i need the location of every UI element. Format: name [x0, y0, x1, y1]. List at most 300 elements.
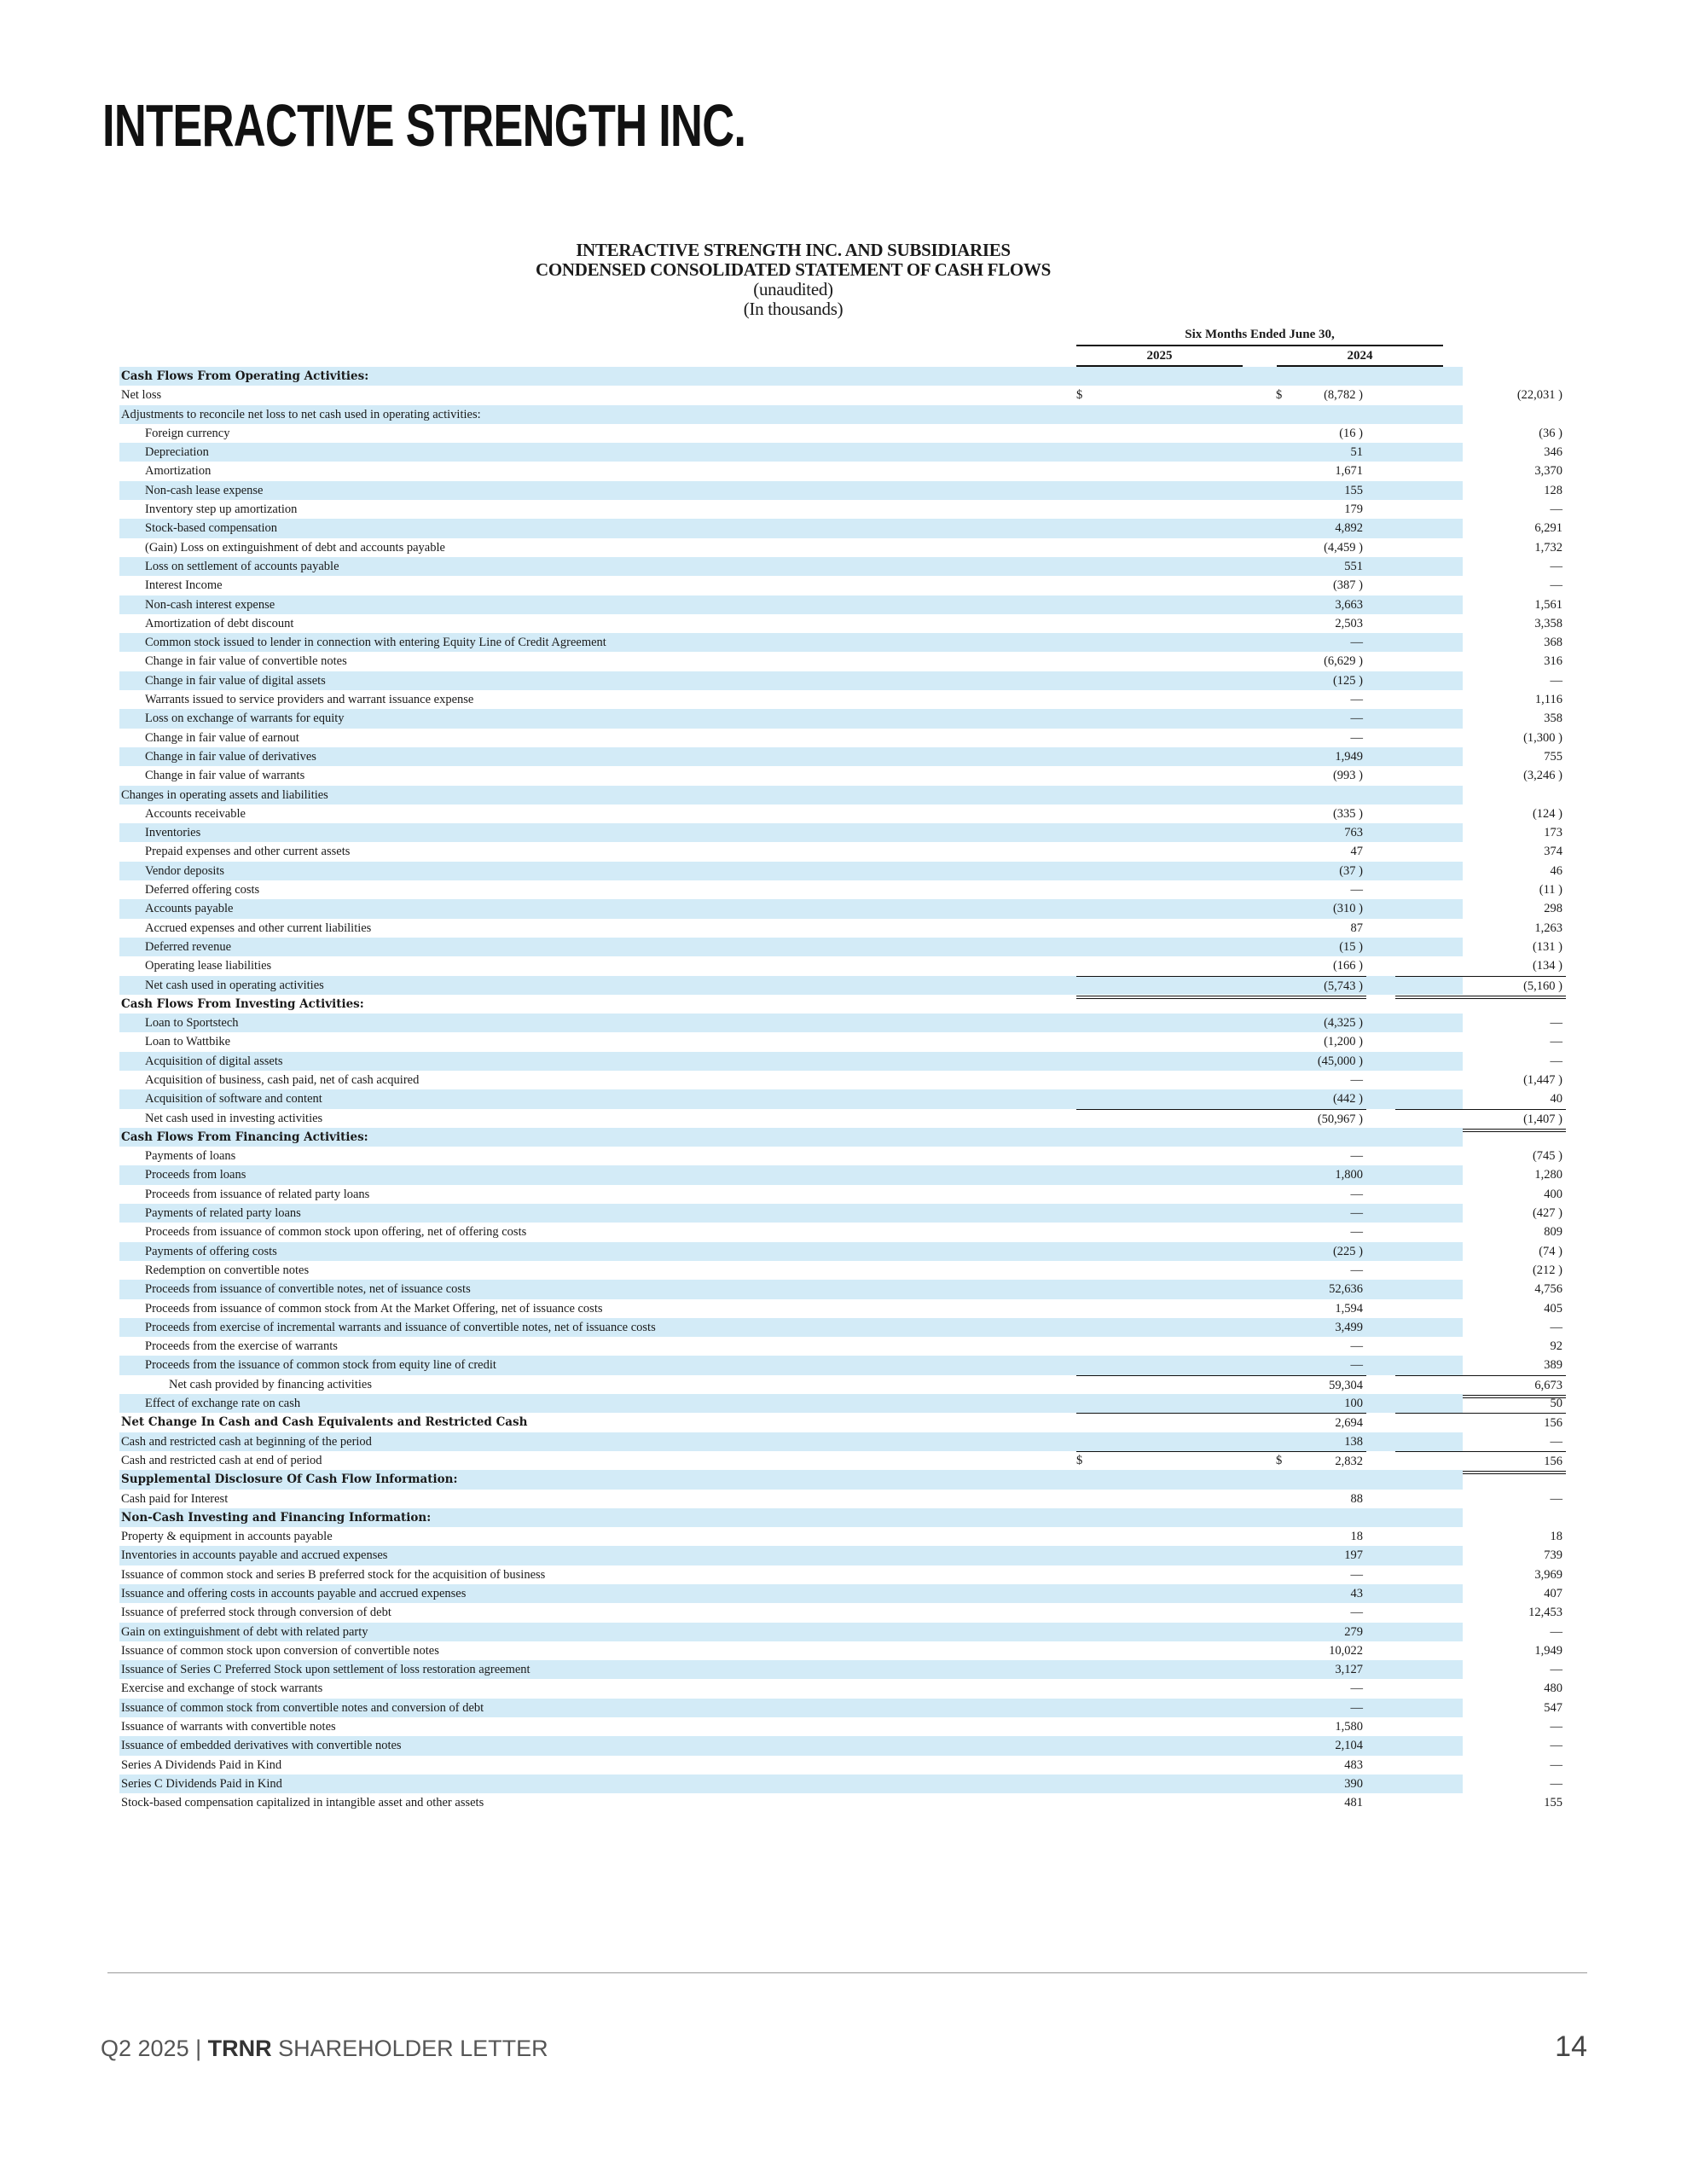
- row-label: Issuance of common stock and series B preferred stock for the acquisition of business: [121, 1567, 546, 1582]
- row-label: Change in fair value of digital assets: [145, 673, 326, 688]
- value-2025: 88: [1350, 1491, 1363, 1506]
- table-row: [119, 804, 1562, 823]
- table-row: [119, 1717, 1562, 1736]
- row-label: Stock-based compensation: [145, 521, 278, 536]
- row-label: Adjustments to reconcile net loss to net cash used in operating activities:: [121, 407, 481, 421]
- value-2025: 2,694: [1076, 1413, 1366, 1432]
- table-row: [119, 1793, 1562, 1812]
- row-label: Loss on settlement of accounts payable: [145, 559, 339, 573]
- value-2024: 358: [1544, 712, 1562, 726]
- value-2024: 50: [1550, 1397, 1562, 1411]
- row-label: Proceeds from exercise of incremental warrants and issuance of convertible notes, net of issuance costs: [145, 1320, 656, 1334]
- value-2025: 2,832: [1076, 1451, 1366, 1474]
- value-2025: —: [1350, 636, 1363, 650]
- table-row: [119, 1774, 1562, 1793]
- table-row: [119, 938, 1562, 956]
- value-2024: —: [1550, 1054, 1562, 1068]
- table-row: [119, 1679, 1562, 1698]
- value-2025: 3,499: [1335, 1320, 1363, 1334]
- value-2024: 1,280: [1534, 1168, 1562, 1182]
- row-label: Prepaid expenses and other current assets: [145, 845, 351, 859]
- table-row: [119, 1375, 1562, 1394]
- value-2024: 128: [1544, 483, 1562, 497]
- value-2025: (16 ): [1339, 426, 1363, 440]
- value-2024: —: [1550, 1720, 1562, 1734]
- table-row: [119, 633, 1562, 652]
- value-2025: (6,629 ): [1324, 654, 1363, 669]
- value-2025: 2,104: [1335, 1739, 1363, 1753]
- row-label: Warrants issued to service providers and warrant issuance expense: [145, 693, 474, 707]
- value-2024: 374: [1544, 845, 1562, 859]
- value-2025: (387 ): [1332, 578, 1363, 593]
- row-label: Payments of offering costs: [145, 1244, 277, 1258]
- value-2024: —: [1550, 1434, 1562, 1449]
- value-2024: 46: [1550, 863, 1562, 878]
- value-2024: (1,447 ): [1523, 1072, 1562, 1087]
- value-2024: —: [1550, 1776, 1562, 1791]
- value-2025: —: [1350, 1339, 1363, 1354]
- value-2024: (36 ): [1539, 426, 1562, 440]
- row-label: Proceeds from the exercise of warrants: [145, 1339, 338, 1354]
- value-2025: —: [1350, 1263, 1363, 1277]
- value-2024: 400: [1544, 1187, 1562, 1201]
- table-row: [119, 557, 1562, 576]
- value-2025: (45,000 ): [1317, 1054, 1363, 1068]
- value-2024: 6,673: [1395, 1375, 1566, 1398]
- table-row: [119, 1032, 1562, 1051]
- value-2025: 18: [1350, 1530, 1363, 1544]
- row-label: Non-cash lease expense: [145, 483, 264, 497]
- value-2025: 3,663: [1335, 597, 1363, 612]
- statement-title: CONDENSED CONSOLIDATED STATEMENT OF CASH FLOWS: [535, 259, 1052, 280]
- table-row: [119, 1546, 1562, 1565]
- row-label: Operating lease liabilities: [145, 959, 272, 973]
- table-row: [119, 424, 1562, 443]
- value-2025: (166 ): [1332, 959, 1363, 973]
- value-2025: 51: [1350, 445, 1363, 460]
- table-row: [119, 880, 1562, 899]
- row-label: Issuance of warrants with convertible notes: [121, 1720, 336, 1734]
- row-label: Property & equipment in accounts payable: [121, 1530, 333, 1544]
- table-row: [119, 1280, 1562, 1298]
- statement-note-unaudited: (unaudited): [753, 279, 833, 299]
- row-label: Amortization: [145, 464, 212, 479]
- section-heading: Cash Flows From Operating Activities:: [121, 369, 369, 383]
- table-row: [119, 1185, 1562, 1204]
- value-2025: 763: [1344, 826, 1363, 840]
- row-label: Loss on exchange of warrants for equity: [145, 712, 345, 726]
- value-2025: (310 ): [1332, 902, 1363, 916]
- value-2024: 156: [1395, 1413, 1566, 1432]
- row-label: Gain on extinguishment of debt with related party: [121, 1624, 368, 1639]
- row-label: Loan to Sportstech: [145, 1016, 239, 1031]
- value-2025: 43: [1350, 1587, 1363, 1600]
- row-label: Change in fair value of convertible notes: [145, 654, 347, 669]
- value-2025: —: [1350, 1358, 1363, 1373]
- currency-symbol: $: [1076, 1453, 1083, 1467]
- value-2025: 551: [1344, 559, 1363, 573]
- table-row: [119, 652, 1562, 671]
- value-2024: —: [1550, 1320, 1562, 1334]
- value-2025: —: [1350, 693, 1363, 707]
- company-logo-title: INTERACTIVE STRENGTH INC.: [102, 92, 746, 159]
- value-2024: (5,160 ): [1395, 976, 1566, 999]
- value-2024: (3,246 ): [1523, 769, 1562, 783]
- row-label: Changes in operating assets and liabilities: [121, 787, 328, 802]
- row-label: Deferred offering costs: [145, 883, 260, 897]
- table-row: [119, 595, 1562, 614]
- table-row: [119, 995, 1463, 1014]
- table-row: [119, 729, 1562, 747]
- value-2024: 3,370: [1534, 464, 1562, 479]
- value-2024: —: [1550, 578, 1562, 593]
- value-2025: 1,594: [1335, 1301, 1363, 1316]
- value-2024: 4,756: [1534, 1282, 1562, 1297]
- value-2024: (427 ): [1532, 1206, 1562, 1221]
- value-2024: 40: [1550, 1092, 1562, 1107]
- value-2025: (15 ): [1339, 939, 1363, 954]
- value-2025: (37 ): [1339, 863, 1363, 878]
- value-2024: 92: [1550, 1339, 1562, 1354]
- row-label: Issuance and offering costs in accounts payable and accrued expenses: [121, 1587, 467, 1600]
- value-2025: —: [1350, 1567, 1363, 1582]
- value-2024: 809: [1544, 1225, 1562, 1240]
- value-2025: (225 ): [1332, 1244, 1363, 1258]
- value-2025: 279: [1344, 1624, 1363, 1639]
- value-2025: 100: [1344, 1397, 1363, 1411]
- table-row: [119, 1089, 1562, 1108]
- value-2024: 405: [1544, 1301, 1562, 1316]
- value-2024: 156: [1395, 1451, 1566, 1474]
- table-row: [119, 862, 1562, 880]
- row-label: (Gain) Loss on extinguishment of debt and accounts payable: [145, 540, 445, 555]
- value-2024: 173: [1544, 826, 1562, 840]
- value-2025: 2,503: [1335, 616, 1363, 630]
- value-2025: (4,325 ): [1324, 1016, 1363, 1031]
- value-2024: 3,969: [1534, 1567, 1562, 1582]
- table-row: [119, 1261, 1562, 1280]
- table-row: [119, 747, 1562, 766]
- value-2024: —: [1550, 1016, 1562, 1031]
- value-2025: (335 ): [1332, 806, 1363, 821]
- year-header-2024: 2024: [1277, 349, 1443, 367]
- section-heading: Net Change In Cash and Cash Equivalents and Restricted Cash: [121, 1415, 528, 1430]
- row-label: Proceeds from issuance of related party loans: [145, 1187, 370, 1201]
- value-2025: 138: [1344, 1434, 1363, 1449]
- table-row: [119, 538, 1562, 557]
- footer-divider: [107, 1972, 1587, 1973]
- value-2025: —: [1350, 1682, 1363, 1696]
- column-header: [1076, 328, 1443, 367]
- value-2024: 346: [1544, 445, 1562, 460]
- table-row: [119, 1299, 1562, 1318]
- row-label: Acquisition of software and content: [145, 1092, 322, 1107]
- value-2024: —: [1550, 673, 1562, 688]
- row-label: Issuance of Series C Preferred Stock upon settlement of loss restoration agreement: [121, 1663, 530, 1677]
- table-row: [119, 1490, 1562, 1508]
- value-2024: —: [1550, 1663, 1562, 1677]
- value-2025: 1,580: [1335, 1720, 1363, 1734]
- section-heading: Supplemental Disclosure Of Cash Flow Information:: [121, 1472, 458, 1487]
- row-label: Issuance of common stock from convertible notes and conversion of debt: [121, 1700, 484, 1715]
- period-header: Six Months Ended June 30,: [1076, 328, 1443, 346]
- footer-text: [101, 2036, 548, 2062]
- table-row: [119, 786, 1463, 804]
- table-row: [119, 1318, 1562, 1337]
- value-2025: (5,743 ): [1076, 976, 1366, 999]
- table-row: [119, 500, 1562, 519]
- value-2024: 1,561: [1534, 597, 1562, 612]
- value-2025: 4,892: [1335, 521, 1363, 536]
- footer-ticker: TRNR: [207, 2036, 272, 2061]
- table-row: [119, 1699, 1562, 1717]
- table-row: [119, 1413, 1562, 1432]
- value-2024: (124 ): [1532, 806, 1562, 821]
- table-row: [119, 956, 1562, 975]
- row-label: Proceeds from issuance of convertible notes, net of issuance costs: [145, 1282, 471, 1297]
- value-2025: 179: [1344, 502, 1363, 517]
- value-2024: (11 ): [1539, 883, 1562, 897]
- table-row: [119, 576, 1562, 595]
- row-label: Cash and restricted cash at beginning of the period: [121, 1434, 372, 1449]
- value-2024: 368: [1544, 636, 1562, 650]
- row-label: Payments of related party loans: [145, 1206, 301, 1221]
- value-2025: —: [1350, 1206, 1363, 1221]
- table-row: [119, 367, 1463, 386]
- row-label: Inventories: [145, 826, 201, 840]
- footer-prefix: Q2 2025 |: [101, 2036, 208, 2061]
- value-2024: 389: [1544, 1358, 1562, 1373]
- row-label: Issuance of common stock upon conversion of convertible notes: [121, 1643, 439, 1658]
- row-label: Common stock issued to lender in connection with entering Equity Line of Credit Agreement: [145, 636, 606, 650]
- table-row: [119, 1603, 1562, 1622]
- value-2024: 755: [1544, 749, 1562, 764]
- table-row: [119, 1584, 1562, 1603]
- value-2025: —: [1350, 1149, 1363, 1164]
- value-2025: —: [1350, 883, 1363, 897]
- value-2025: 59,304: [1076, 1375, 1366, 1398]
- row-label: Series C Dividends Paid in Kind: [121, 1776, 282, 1791]
- value-2025: 155: [1344, 483, 1363, 497]
- value-2024: 12,453: [1528, 1606, 1562, 1620]
- row-label: Amortization of debt discount: [145, 616, 294, 630]
- value-2025: (8,782 ): [1324, 388, 1363, 403]
- table-row: [119, 1527, 1562, 1546]
- value-2025: 87: [1350, 921, 1363, 935]
- row-label: Exercise and exchange of stock warrants: [121, 1682, 323, 1696]
- value-2024: —: [1550, 1739, 1562, 1753]
- row-label: Issuance of preferred stock through conversion of debt: [121, 1606, 391, 1620]
- value-2024: —: [1550, 559, 1562, 573]
- value-2024: 155: [1544, 1796, 1562, 1810]
- row-label: Payments of loans: [145, 1149, 236, 1164]
- row-label: Net loss: [121, 388, 162, 403]
- table-row: [119, 519, 1562, 537]
- table-row: [119, 443, 1562, 462]
- table-row: [119, 1337, 1562, 1356]
- row-label: Proceeds from issuance of common stock from At the Market Offering, net of issuance costs: [145, 1301, 603, 1316]
- value-2024: 480: [1544, 1682, 1562, 1696]
- table-row: [119, 823, 1562, 842]
- value-2025: 3,127: [1335, 1663, 1363, 1677]
- row-label: Net cash used in investing activities: [145, 1111, 323, 1125]
- cash-flow-table: [119, 367, 1562, 1813]
- row-label: Loan to Wattbike: [145, 1035, 231, 1049]
- table-row: [119, 1223, 1562, 1241]
- value-2025: (993 ): [1332, 769, 1363, 783]
- value-2025: (1,200 ): [1324, 1035, 1363, 1049]
- table-row: [119, 842, 1562, 861]
- value-2025: 47: [1350, 845, 1363, 859]
- row-label: Interest Income: [145, 578, 223, 593]
- value-2024: 1,949: [1534, 1643, 1562, 1658]
- value-2024: (74 ): [1539, 1244, 1562, 1258]
- value-2024: (212 ): [1532, 1263, 1562, 1277]
- value-2025: 52,636: [1329, 1282, 1363, 1297]
- row-label: Acquisition of digital assets: [145, 1054, 283, 1068]
- value-2024: —: [1550, 1035, 1562, 1049]
- value-2024: —: [1550, 502, 1562, 517]
- value-2025: —: [1350, 712, 1363, 726]
- value-2024: 407: [1544, 1587, 1562, 1600]
- section-heading: Cash Flows From Investing Activities:: [121, 996, 364, 1011]
- table-row: [119, 1508, 1463, 1527]
- value-2024: (1,300 ): [1523, 730, 1562, 745]
- row-label: Accrued expenses and other current liabilities: [145, 921, 372, 935]
- section-heading: Non-Cash Investing and Financing Information:: [121, 1510, 432, 1525]
- table-row: [119, 481, 1562, 500]
- value-2025: (50,967 ): [1076, 1109, 1366, 1132]
- section-heading: Cash Flows From Financing Activities:: [121, 1130, 368, 1144]
- table-row: [119, 1165, 1562, 1184]
- row-label: Foreign currency: [145, 426, 230, 440]
- table-row: [119, 1052, 1562, 1071]
- currency-symbol: $: [1076, 388, 1083, 403]
- row-label: Accounts receivable: [145, 806, 246, 821]
- row-label: Depreciation: [145, 445, 209, 460]
- value-2024: —: [1550, 1624, 1562, 1639]
- table-row: [119, 899, 1562, 918]
- table-row: [119, 919, 1562, 938]
- table-row: [119, 1641, 1562, 1660]
- table-row: [119, 671, 1562, 690]
- table-row: [119, 1128, 1463, 1147]
- value-2024: 1,116: [1534, 693, 1562, 707]
- table-row: [119, 462, 1562, 480]
- year-header-2025: 2025: [1076, 349, 1243, 367]
- row-label: Deferred revenue: [145, 939, 232, 954]
- value-2025: —: [1350, 1700, 1363, 1715]
- value-2025: —: [1350, 730, 1363, 745]
- value-2024: 739: [1544, 1548, 1562, 1563]
- value-2025: 10,022: [1329, 1643, 1363, 1658]
- table-row: [119, 1623, 1562, 1641]
- value-2024: (131 ): [1532, 939, 1562, 954]
- footer-suffix: SHAREHOLDER LETTER: [271, 2036, 548, 2061]
- row-label: Accounts payable: [145, 902, 234, 916]
- value-2024: —: [1550, 1757, 1562, 1772]
- value-2024: (745 ): [1532, 1149, 1562, 1164]
- value-2025: —: [1350, 1606, 1363, 1620]
- table-row: [119, 1565, 1562, 1584]
- value-2025: 483: [1344, 1757, 1363, 1772]
- table-row: [119, 1660, 1562, 1679]
- value-2024: 547: [1544, 1700, 1562, 1715]
- table-row: [119, 1242, 1562, 1261]
- currency-symbol: $: [1276, 388, 1283, 403]
- table-row: [119, 386, 1562, 404]
- table-row: [119, 1356, 1562, 1374]
- value-2025: (4,459 ): [1324, 540, 1363, 555]
- table-row: [119, 1432, 1562, 1451]
- statement-note-units: (In thousands): [743, 299, 844, 319]
- value-2024: 6,291: [1534, 521, 1562, 536]
- value-2024: 3,358: [1534, 616, 1562, 630]
- value-2025: 1,671: [1335, 464, 1363, 479]
- row-label: Proceeds from issuance of common stock upon offering, net of offering costs: [145, 1225, 527, 1240]
- row-label: Proceeds from the issuance of common stock from equity line of credit: [145, 1358, 496, 1373]
- table-row: [119, 1014, 1562, 1032]
- value-2024: (1,407 ): [1395, 1109, 1566, 1132]
- value-2024: 316: [1544, 654, 1562, 669]
- statement-company: INTERACTIVE STRENGTH INC. AND SUBSIDIARIES: [576, 240, 1011, 260]
- table-row: [119, 1451, 1562, 1470]
- table-row: [119, 976, 1562, 995]
- row-label: Series A Dividends Paid in Kind: [121, 1757, 282, 1772]
- value-2024: 298: [1544, 902, 1562, 916]
- currency-symbol: $: [1276, 1453, 1283, 1467]
- row-label: Acquisition of business, cash paid, net of cash acquired: [145, 1072, 420, 1087]
- table-row: [119, 766, 1562, 785]
- value-2025: 1,800: [1335, 1168, 1363, 1182]
- value-2025: (125 ): [1332, 673, 1363, 688]
- value-2024: —: [1550, 1491, 1562, 1506]
- page-number: 14: [1555, 2030, 1587, 2063]
- value-2025: —: [1350, 1187, 1363, 1201]
- table-row: [119, 1736, 1562, 1755]
- row-label: Cash paid for Interest: [121, 1491, 229, 1506]
- row-label: Stock-based compensation capitalized in intangible asset and other assets: [121, 1796, 484, 1810]
- table-row: [119, 1071, 1562, 1089]
- row-label: Non-cash interest expense: [145, 597, 275, 612]
- table-row: [119, 690, 1562, 709]
- value-2025: (442 ): [1332, 1092, 1363, 1107]
- table-row: [119, 1204, 1562, 1223]
- table-row: [119, 1394, 1562, 1413]
- row-label: Effect of exchange rate on cash: [145, 1397, 301, 1411]
- table-row: [119, 405, 1463, 424]
- row-label: Change in fair value of warrants: [145, 769, 305, 783]
- value-2025: 390: [1344, 1776, 1363, 1791]
- value-2024: (134 ): [1532, 959, 1562, 973]
- row-label: Net cash provided by financing activities: [169, 1377, 372, 1391]
- row-label: Redemption on convertible notes: [145, 1263, 310, 1277]
- row-label: Cash and restricted cash at end of period: [121, 1453, 322, 1467]
- row-label: Proceeds from loans: [145, 1168, 246, 1182]
- table-row: [119, 709, 1562, 728]
- statement-header: [452, 241, 1134, 319]
- value-2025: 481: [1344, 1796, 1363, 1810]
- table-row: [119, 1147, 1562, 1165]
- table-row: [119, 1109, 1562, 1128]
- row-label: Change in fair value of derivatives: [145, 749, 316, 764]
- value-2024: (22,031 ): [1516, 388, 1562, 403]
- row-label: Inventory step up amortization: [145, 502, 298, 517]
- table-row: [119, 1470, 1463, 1489]
- value-2024: 1,263: [1534, 921, 1562, 935]
- row-label: Inventories in accounts payable and accrued expenses: [121, 1548, 388, 1563]
- row-label: Net cash used in operating activities: [145, 978, 324, 992]
